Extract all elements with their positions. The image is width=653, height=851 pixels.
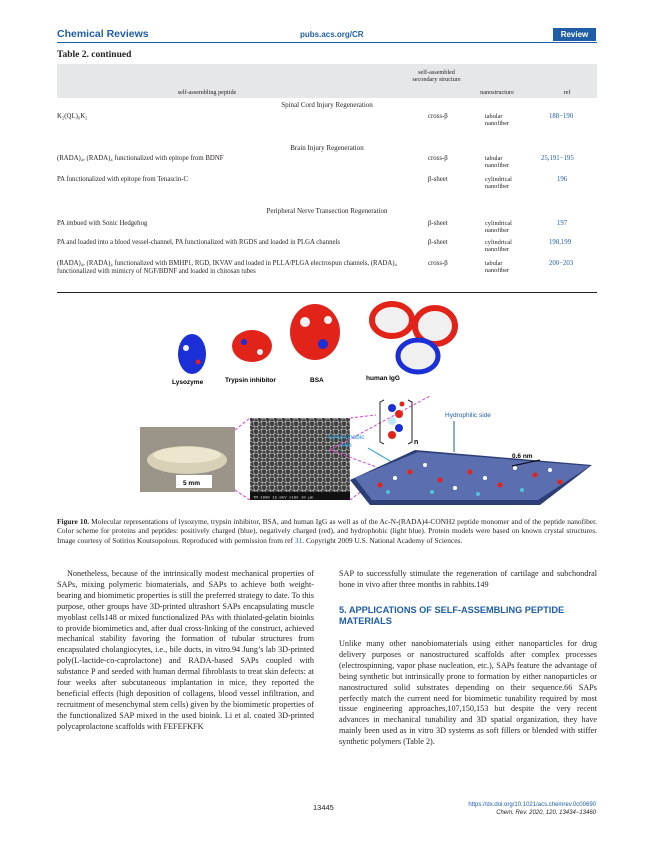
igg-label: human IgG	[366, 375, 400, 382]
sem-image	[250, 418, 350, 501]
figure-caption	[57, 517, 597, 545]
repeat-n-label: n	[414, 439, 419, 446]
hydrogel-photo	[140, 427, 235, 492]
table-cell-peptide: PA imbued with Sonic Hedgehog	[57, 220, 148, 227]
bsa-label: BSA	[310, 377, 324, 384]
caption-text: Molecular representations of lysozyme, trypsin inhibitor, BSA, and human IgG as well as of the Ac-N-(RADA)4-CONH2 peptide monomer and of the peptide nanofiber. Color scheme for proteins and peptides: positively charged (blue), negatively charged (red), and hydrophobic (light blue). Protein models were based on known crystal structures. Image courtesy of Sotirios Koutsopolous. Reproduced with permission from ref	[57, 517, 597, 545]
journal-name: Chemical Reviews	[57, 28, 149, 40]
body-right-top: SAP to successfully stimulate the regeneration of cartilage and subchondral bone in vivo after three months in rabbits.149	[339, 569, 597, 589]
journal-url[interactable]: pubs.acs.org/CR	[300, 30, 364, 39]
table-section-label: Brain Injury Regeneration	[290, 144, 364, 152]
trypsin-label: Trypsin inhibitor	[225, 377, 276, 384]
page-number: 13445	[313, 803, 334, 812]
table-cell-nanostructure: cylindrical nanofiber	[485, 220, 512, 234]
header-rule	[57, 42, 597, 43]
scale-bar-label: 5 mm	[183, 480, 200, 487]
spacing-label: 0.6 nm	[512, 453, 533, 460]
table-cell-ref[interactable]: 198,199	[549, 239, 572, 246]
table-title: Table 2. continued	[57, 50, 132, 60]
table-cell-nanostructure: tabular nanofiber	[485, 113, 510, 127]
col-peptide: self-assembling peptide	[177, 89, 237, 96]
table-header	[57, 64, 597, 98]
col-nanostructure: nanostructure	[480, 89, 514, 96]
table-cell-secondary: β-sheet	[428, 220, 448, 227]
hydrophilic-label: Hydrophilic side	[445, 412, 491, 419]
lysozyme-model	[178, 334, 206, 374]
figure-label: Figure 10.	[57, 517, 90, 526]
body-right-paragraph: Unlike many other nanobiomaterials using either nanoparticles for drug delivery purposes or nanostructured scaffolds after complex processes (electrospinning, vapor phase nucleation, etc.), SAPs feature the advantage of being synthetic but intrinsically prone to formation by either nanoparticles or nanostructured solid substrates depending on their sequence.66 SAPs perfectly match the current need for biomimetic tunability required by most tissue engineering approaches,107,150,153 but despite the very recent advances in mechanical tunability and 3D spatial organization, they have mainly been used as in vitro 3D systems as soft fillers or blended with stiffer synthetic polymers (Table 2).	[339, 639, 597, 747]
journal-citation: Chem. Rev. 2020, 120, 13434−13460	[496, 810, 596, 816]
col-ref: ref	[563, 89, 571, 96]
table-cell-peptide: (RADA)₄, (RADA)₄ functionalized with BMHP1, RGD, IKVAV and loaded in PLLA/PLGA electrospun channels, (RADA)₄ functionalized with mimicry of NGF/BDNF and loaded in chitosan tubes	[57, 260, 397, 275]
table-cell-peptide: PA functionalized with epitope from Tenascin-C	[57, 176, 189, 183]
table-cell-peptide: K₂(QL)₆K₂	[57, 113, 88, 120]
table-section-label: Spinal Cord Injury Regeneration	[281, 101, 373, 109]
doi-link[interactable]: https://dx.doi.org/10.1021/acs.chemrev.0c00690	[468, 802, 596, 808]
table-cell-ref[interactable]: 197	[557, 220, 568, 227]
caption-copyright: . Copyright 2009 U.S. National Academy of Sciences.	[302, 535, 463, 545]
table-cell-peptide: (RADA)₄, (RADA)₄ functionalized with epitope from BDNF	[57, 155, 224, 162]
table-cell-ref[interactable]: 188−190	[549, 113, 574, 120]
trypsin-inhibitor-model	[232, 330, 272, 362]
col-secondary: self-assembled secondary structure	[412, 69, 461, 83]
peptide-monomer	[380, 400, 418, 446]
table-cell-nanostructure: tabular nanofiber	[485, 260, 510, 274]
table-cell-ref[interactable]: 200−203	[549, 260, 574, 267]
sem-info: TM-1000 15.0kV x10k 10 µm	[253, 496, 314, 501]
figure-10-graphic	[140, 300, 592, 505]
table-cell-ref[interactable]: 25,191−195	[541, 155, 574, 162]
figure-10	[140, 300, 592, 505]
hydrophobic-label-1: Hydrophobic	[328, 434, 365, 441]
table-cell-secondary: cross-β	[428, 113, 448, 120]
caption-ref[interactable]: 31	[294, 535, 303, 545]
table-cell-nanostructure: cylindrical nanofiber	[485, 239, 512, 253]
hydrophobic-label-2: side	[340, 442, 352, 449]
table-cell-nanostructure: cylindrical nanofiber	[485, 176, 512, 190]
table-cell-peptide: PA and loaded into a blood vessel-channel, PA functionalized with RGDS and loaded in PLGA channels	[57, 239, 341, 246]
table-section-label: Peripheral Nerve Transection Regeneration	[266, 207, 388, 215]
section-heading: 5. APPLICATIONS OF SELF-ASSEMBLING PEPTIDE MATERIALS	[339, 605, 565, 626]
body-left-column: Nonetheless, because of the intrinsically modest mechanical properties of SAPs, mixing polymeric biomaterials, and SAPs to achieve both weight-bearing and biomimetic properties is still the preferred strategy to date. To this purpose, other groups have 3D-printed ultrashort SAPs encapsulating muscle myoblast cells148 or mixed functionalized PAs with thiolated-gelatin bioinks to provide biomimetics and, after dual cross-linking of the construct, achieved mechanical stability favoring the formation of tubular structures from encapsulated cholangiocytes, i.e., bile ducts, in vitro.94 Jung’s lab 3D-printed poly(L-lactide-co-caprolactone) and RADA-based SAPs coupled with substance P and seeded with human dermal fibroblasts to treat skin defects: at four weeks after subcutaneous implantation in mice, they reported the beneficial effects (high deposition of collagens, blood vessel infiltration, and recruitment of mesenchymal stem cells) given by the biomimetic properties of the functionalized SAP mixed in the used bioink. Li et al. coated 3D-printed polycaprolactone scaffolds with FEFEFKFK	[57, 569, 314, 731]
table-cell-secondary: cross-β	[428, 155, 448, 162]
table-cell-secondary: β-sheet	[428, 176, 448, 183]
table-cell-nanostructure: tabular nanofiber	[485, 155, 510, 169]
table-cell-secondary: cross-β	[428, 260, 448, 267]
table-cell-ref[interactable]: 196	[557, 176, 568, 183]
table-cell-secondary: β-sheet	[428, 239, 448, 246]
article-type-badge: Review	[553, 28, 596, 41]
human-igg-model	[372, 304, 455, 372]
bsa-model	[290, 304, 340, 360]
table-bottom-rule	[57, 292, 597, 293]
lysozyme-label: Lysozyme	[172, 379, 204, 386]
